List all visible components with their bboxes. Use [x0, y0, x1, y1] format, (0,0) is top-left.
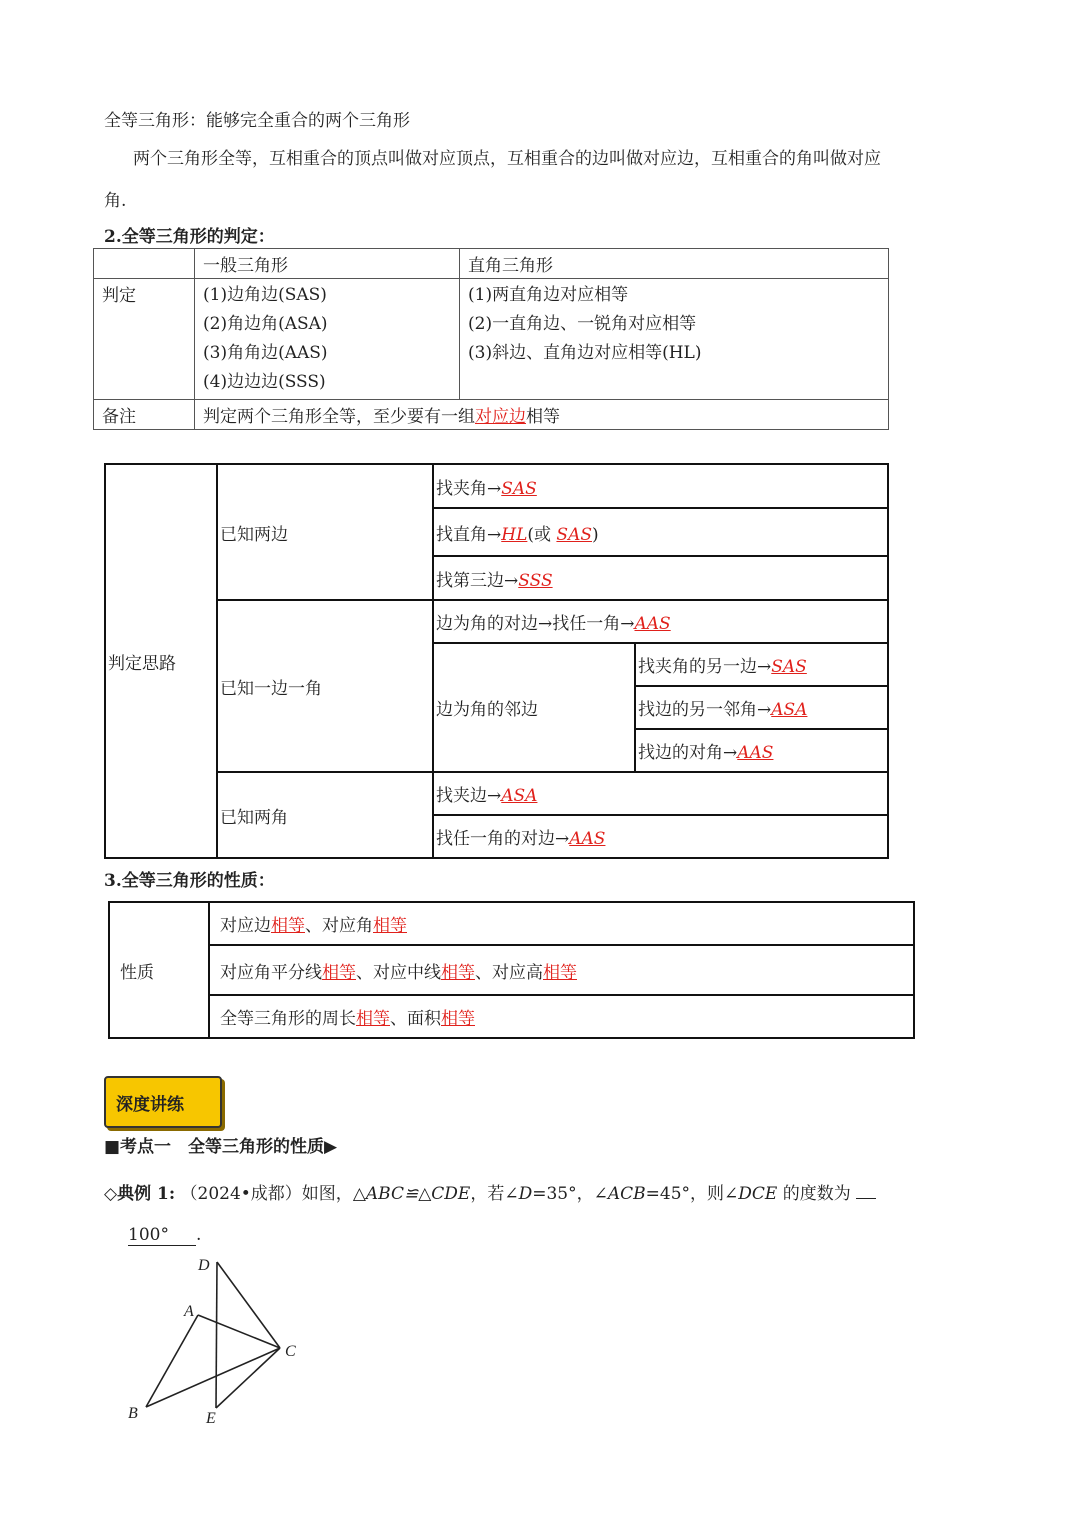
known-two-sides: 已知两边 [217, 464, 433, 600]
label-B: B [128, 1405, 138, 1422]
kaodian-heading: ■考点一 全等三角形的性质▶ [104, 1137, 338, 1157]
known-side-angle: 已知一边一角 [217, 600, 433, 772]
general-item: (1)边角边(SAS) [203, 285, 327, 305]
general-item: (4)边边边(SSS) [203, 372, 326, 392]
segment-BC [146, 1348, 280, 1407]
row-judge-label: 判定 [94, 279, 195, 400]
segment-EC [216, 1348, 280, 1408]
general-item: (3)角角边(AAS) [203, 343, 328, 363]
properties-table [108, 901, 915, 1039]
header-right: 直角三角形 [460, 249, 889, 279]
header-empty-cell [94, 249, 195, 279]
strategy-label: 判定思路 [105, 464, 217, 858]
triangle-figure [120, 1250, 320, 1430]
paragraph-line2: 角. [104, 191, 127, 211]
strategy-row: 找直角→HL(或 SAS) [433, 508, 888, 556]
segment-AB [146, 1315, 198, 1407]
adjacent-label: 边为角的邻边 [433, 643, 635, 772]
property-row: 全等三角形的周长相等、面积相等 [209, 995, 914, 1038]
property-row: 对应角平分线相等、对应中线相等、对应高相等 [209, 945, 914, 995]
right-criteria-list [460, 279, 889, 400]
strategy-row: 边为角的对边→找任一角→AAS [433, 600, 888, 643]
label-C: C [285, 1343, 296, 1360]
general-item: (2)角边角(ASA) [203, 314, 328, 334]
strategy-row: 找边的对角→AAS [635, 729, 888, 772]
definition-text: 全等三角形：能够完全重合的两个三角形 [104, 111, 410, 131]
header-general: 一般三角形 [195, 249, 460, 279]
property-row: 对应边相等、对应角相等 [209, 902, 914, 945]
answer-line: 100° . [128, 1225, 202, 1245]
strategy-row: 找边的另一邻角→ASA [635, 686, 888, 729]
properties-label: 性质 [109, 902, 209, 1038]
strategy-row: 找夹边→ASA [433, 772, 888, 815]
label-D: D [198, 1257, 210, 1274]
note-text: 判定两个三角形全等，至少要有一组对应边相等 [195, 400, 889, 430]
section2-heading: 2.全等三角形的判定： [104, 227, 275, 247]
strategy-row: 找第三边→SSS [433, 556, 888, 600]
section3-heading: 3.全等三角形的性质： [104, 871, 275, 891]
right-item: (2)一直角边、一锐角对应相等 [468, 314, 697, 334]
section-badge [104, 1076, 222, 1128]
strategy-row: 找夹角的另一边→SAS [635, 643, 888, 686]
criteria-table [93, 248, 889, 430]
answer-value: 100° [128, 1225, 196, 1246]
strategy-row: 找任一角的对边→AAS [433, 815, 888, 858]
example-text: ◇典例 1: （2024•成都）如图，△ABC≌△CDE，若∠D=35°，∠ACB=45°，则∠DCE 的度数为 [104, 1179, 876, 1204]
strategy-table [104, 463, 889, 859]
label-A: A [184, 1303, 194, 1320]
label-E: E [206, 1410, 216, 1427]
segment-DE [216, 1262, 217, 1408]
right-item: (1)两直角边对应相等 [468, 285, 629, 305]
row-note-label: 备注 [94, 400, 195, 430]
badge-label: 深度讲练 [116, 1095, 184, 1115]
right-item: (3)斜边、直角边对应相等(HL) [468, 343, 702, 363]
known-two-angles: 已知两角 [217, 772, 433, 858]
general-criteria-list [195, 279, 460, 400]
strategy-row: 找夹角→SAS [433, 464, 888, 508]
paragraph-line1: 两个三角形全等，互相重合的顶点叫做对应顶点，互相重合的边叫做对应边，互相重合的角叫做对应 [133, 149, 881, 169]
